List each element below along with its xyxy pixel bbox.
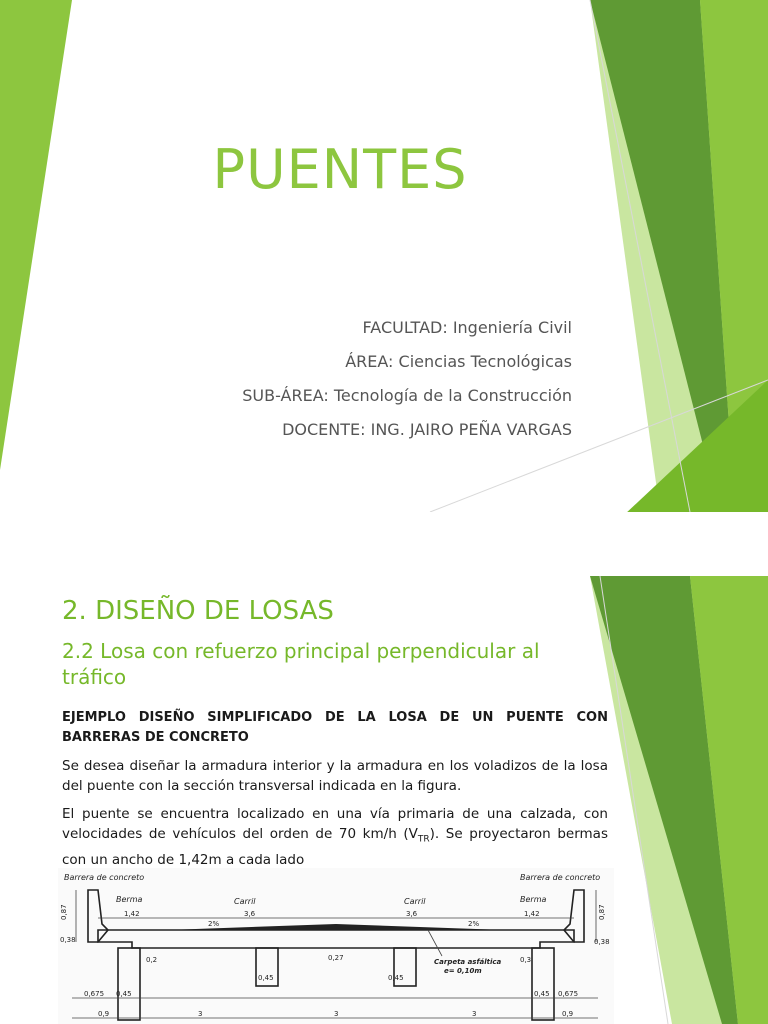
dim-09-left: 0,9 [98,1010,110,1018]
subtitle-area: ÁREA: Ciencias Tecnológicas [345,352,572,371]
section-heading: 2. DISEÑO DE LOSAS [62,596,334,626]
dim-3-b: 3 [334,1010,339,1018]
barrier-right-label: Barrera de concreto [520,873,601,882]
left-green-shape [0,0,72,470]
slide-gap [0,512,768,576]
dim-027: 0,27 [328,954,344,962]
slope-right: 2% [468,920,480,928]
dim-142-right: 1,42 [524,910,540,918]
dim-142-left: 1,42 [124,910,140,918]
figure-background [58,868,614,1024]
dim-09-right: 0,9 [562,1010,574,1018]
dim-087-right: 0,87 [598,904,606,920]
slope-left: 2% [208,920,220,928]
bridge-cross-section-figure [58,868,614,1024]
dim-03: 0,3 [520,956,532,964]
dim-3-c: 3 [472,1010,477,1018]
subtitle-subarea: SUB-ÁREA: Tecnología de la Construcción [242,386,572,405]
paragraph-2-subscript: TR [417,834,430,845]
dim-0675-left: 0,675 [84,990,105,998]
carril-right-label: Carril [404,897,426,906]
slide-content [0,576,768,1024]
dim-045-girder-3: 0,45 [388,974,404,982]
example-title: EJEMPLO DISEÑO SIMPLIFICADO DE LA LOSA DE UN PUENTE CON BARRERAS DE CONCRETO [62,710,608,745]
carpeta-label-1: Carpeta asfáltica [434,958,502,966]
barrier-left-label: Barrera de concreto [64,873,145,882]
carril-left-label: Carril [234,897,256,906]
dim-038-left: 0,38 [60,936,76,944]
paragraph-2-text-end: ). Se proyectaron bermas con un ancho de 1,42m a cada lado [62,826,608,868]
berma-left-label: Berma [116,895,143,904]
berma-right-label: Berma [520,895,547,904]
dim-02: 0,2 [146,956,158,964]
paragraph-2-text: El puente se encuentra localizado en una vía primaria de una calzada, con velocidades de vehículos del orden de 70 km/h (V [62,806,608,842]
carpeta-label-2: e= 0,10m [444,967,482,975]
paragraph-2 [62,804,608,870]
dim-087-left: 0,87 [60,904,68,920]
section-subheading: 2.2 Losa con refuerzo principal perpendicular al tráfico [62,639,540,689]
slide-title-text: PUENTES [212,138,468,201]
dim-0675-right: 0,675 [558,990,579,998]
subtitle-docente: DOCENTE: ING. JAIRO PEÑA VARGAS [282,420,572,439]
dim-045-girder-2: 0,45 [258,974,274,982]
dim-36-left: 3,6 [244,910,256,918]
subtitle-facultad: FACULTAD: Ingeniería Civil [362,318,572,337]
dim-36-right: 3,6 [406,910,418,918]
dim-038-right: 0,38 [594,938,610,946]
dim-045-right: 0,45 [534,990,550,998]
dim-045-left: 0,45 [116,990,132,998]
paragraph-1: Se desea diseñar la armadura interior y la armadura en los voladizos de la losa del puente con la sección transversal indicada en la figura. [62,758,608,794]
dim-3-a: 3 [198,1010,203,1018]
